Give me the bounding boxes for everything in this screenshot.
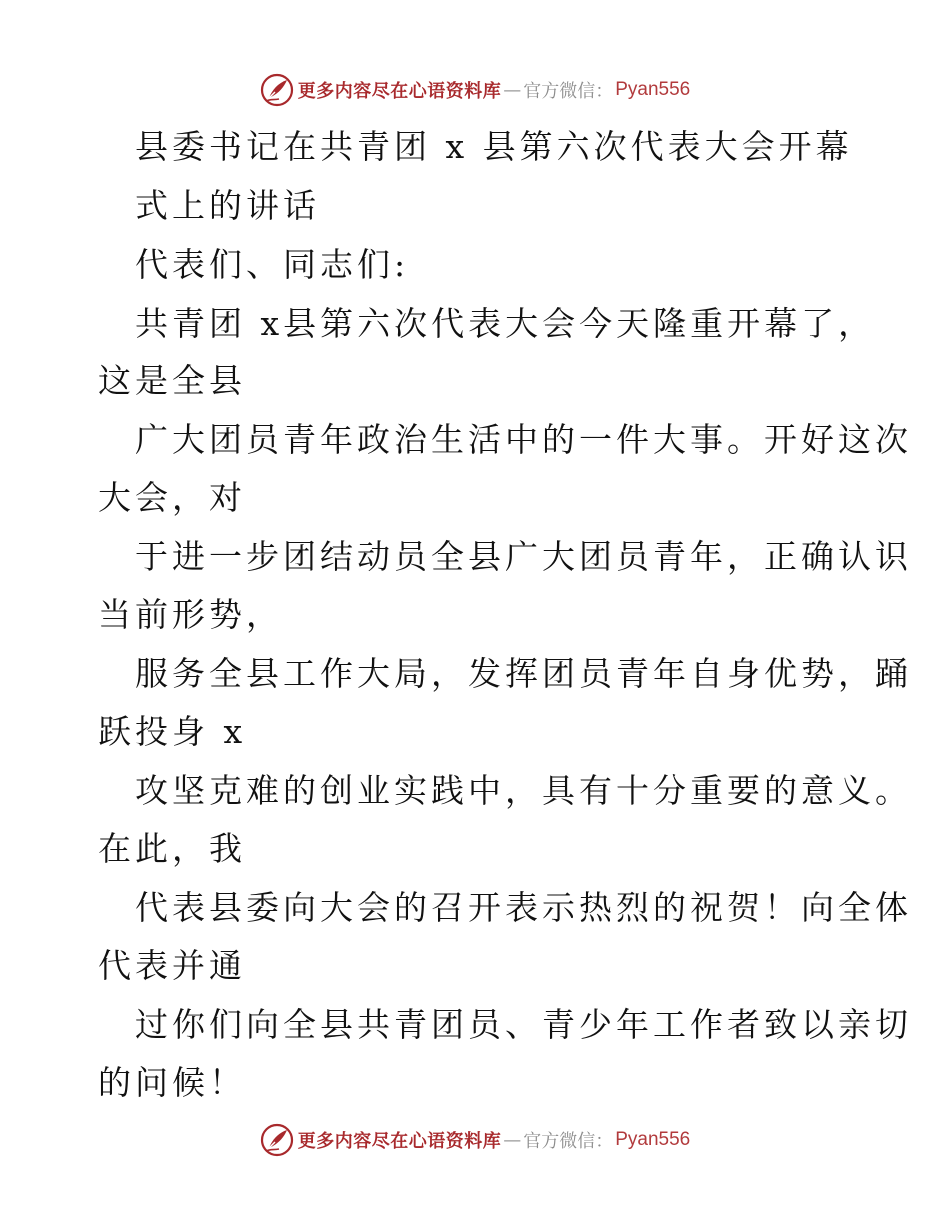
paragraph-line: 当前形势，	[98, 595, 283, 634]
paragraph-line: 代表县委向大会的召开表示热烈的祝贺！向全体	[135, 888, 912, 927]
watermark-wechat-id: Pyan556	[615, 79, 691, 100]
paragraph-line: 服务全县工作大局，发挥团员青年自身优势，踊	[135, 654, 912, 693]
paragraph-line: 在此，我	[98, 829, 246, 868]
paragraph-line: 跃投身 x	[98, 712, 247, 751]
quill-pen-logo-icon	[260, 1123, 294, 1157]
quill-pen-logo-icon	[260, 73, 294, 107]
watermark-dash: —	[503, 1129, 522, 1151]
watermark-wechat-id: Pyan556	[615, 1129, 691, 1150]
paragraph-line: 的问候！	[98, 1063, 246, 1102]
paragraph-line: 于进一步团结动员全县广大团员青年，正确认识	[135, 537, 912, 576]
watermark-dash: —	[503, 79, 522, 101]
watermark-main-text: 更多内容尽在心语资料库	[297, 81, 502, 102]
paragraph-line: 共青团 x县第六次代表大会今天隆重开幕了，	[135, 304, 876, 343]
paragraph-line: 代表并通	[98, 946, 246, 985]
paragraph-line: 大会，对	[98, 478, 246, 517]
footer-watermark	[0, 1120, 950, 1160]
paragraph-line: 攻坚克难的创业实践中，具有十分重要的意义。	[135, 771, 912, 810]
watermark-official-label: 官方微信：	[523, 81, 614, 102]
paragraph-line: 广大团员青年政治生活中的一件大事。开好这次	[135, 420, 912, 459]
paragraph-line: 这是全县	[98, 361, 246, 400]
paragraph-line: 过你们向全县共青团员、青少年工作者致以亲切	[135, 1005, 912, 1044]
watermark-main-text: 更多内容尽在心语资料库	[297, 1131, 502, 1152]
header-watermark	[0, 70, 950, 110]
document-title-line-2: 式上的讲话	[135, 186, 320, 225]
watermark-official-label: 官方微信：	[523, 1131, 614, 1152]
salutation: 代表们、同志们:	[135, 245, 410, 284]
document-title-line-1: 县委书记在共青团 x 县第六次代表大会开幕	[135, 127, 853, 166]
